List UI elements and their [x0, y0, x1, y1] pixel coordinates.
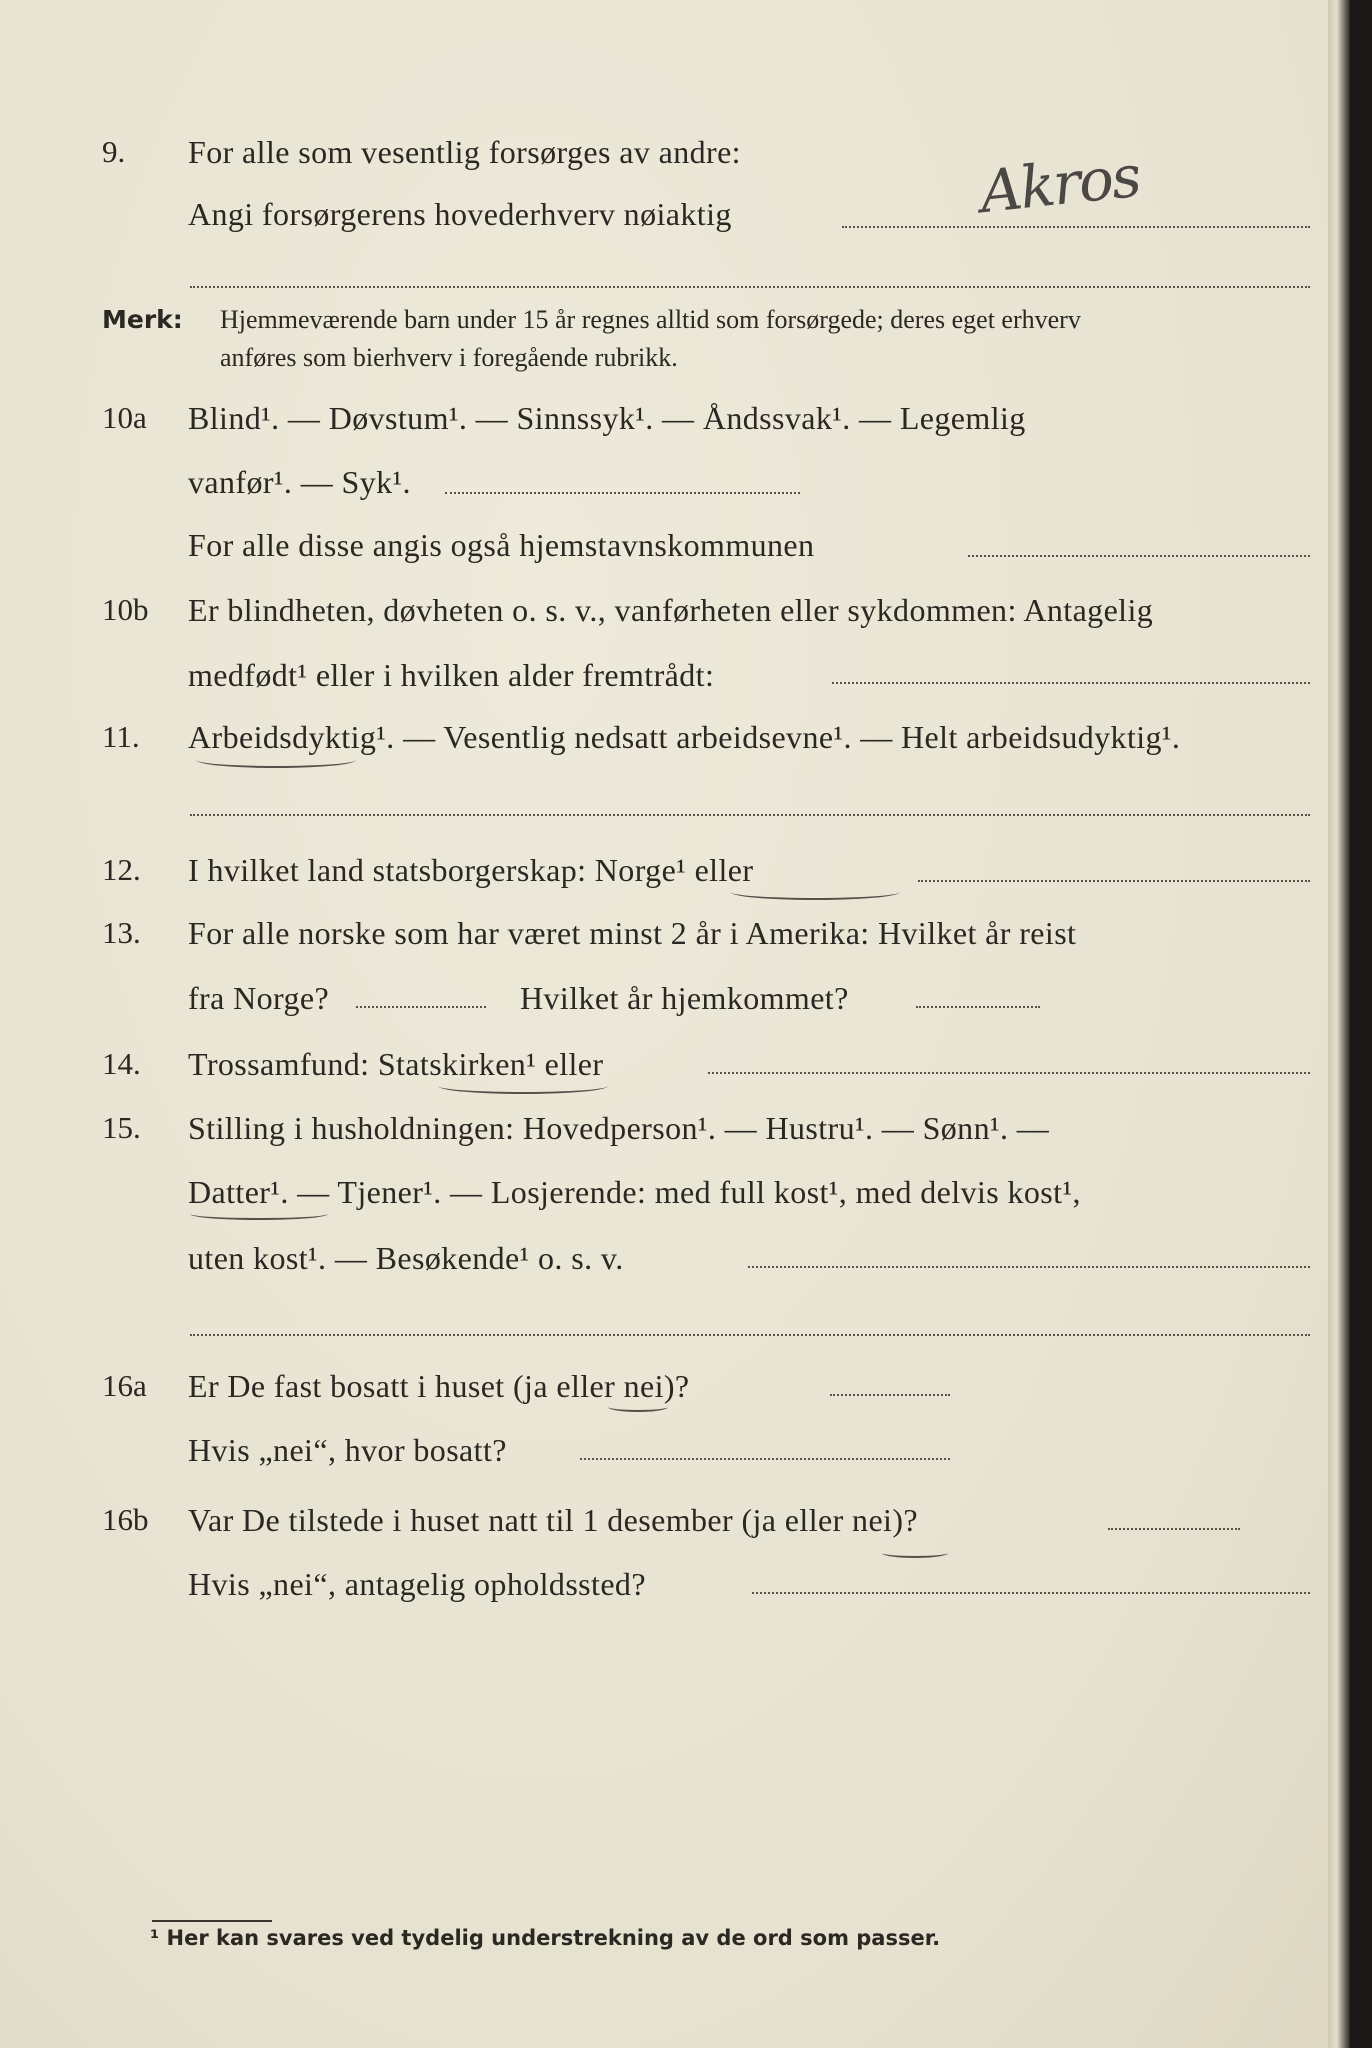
question-10a: [0, 388, 1350, 448]
merk-label: Merk:: [102, 305, 183, 334]
answer-line[interactable]: [830, 1394, 950, 1396]
answer-line[interactable]: [445, 492, 800, 494]
answer-line[interactable]: [916, 1006, 1040, 1008]
question-number: 9.: [102, 134, 126, 169]
question-text: I hvilket land statsborgerskap: Norge¹ eller: [188, 852, 754, 888]
question-text: Datter¹. — Tjener¹. — Losjerende: med full kost¹, med delvis kost¹,: [188, 1174, 1081, 1210]
question-text: Hvis „nei“, antagelig opholdssted?: [188, 1566, 646, 1602]
handwritten-underline: [730, 884, 900, 900]
question-text: Arbeidsdyktig¹. — Vesentlig nedsatt arbeidsevne¹. — Helt arbeidsudyktig¹.: [188, 719, 1181, 755]
answer-line[interactable]: [580, 1458, 950, 1460]
question-text: For alle norske som har været minst 2 år i Amerika: Hvilket år reist: [188, 915, 1077, 951]
merk-note-line2: anføres som bierhverv i foregående rubrikk.: [220, 343, 678, 372]
answer-line[interactable]: [190, 1334, 1310, 1336]
question-text: vanfør¹. — Syk¹.: [188, 464, 411, 500]
question-text: Er De fast bosatt i huset (ja eller nei)?: [188, 1368, 690, 1404]
answer-line[interactable]: [918, 880, 1310, 882]
question-10b: [0, 580, 1350, 640]
answer-line[interactable]: [832, 682, 1310, 684]
question-text: medfødt¹ eller i hvilken alder fremtrådt:: [188, 657, 715, 693]
handwritten-underline: [608, 1402, 668, 1412]
question-9-line2: [0, 184, 1350, 244]
question-number: 16a: [102, 1368, 147, 1403]
question-number: 10a: [102, 400, 147, 435]
question-number: 11.: [102, 719, 140, 754]
answer-line[interactable]: [752, 1592, 1310, 1594]
question-text: Var De tilstede i huset natt til 1 desember (ja eller nei)?: [188, 1502, 919, 1538]
answer-line[interactable]: [1108, 1528, 1240, 1530]
answer-line[interactable]: [356, 1006, 486, 1008]
question-16a: [0, 1356, 1350, 1416]
merk-note-line1: Hjemmeværende barn under 15 år regnes alltid som forsørgede; deres eget erhverv: [220, 305, 1081, 334]
question-text: Hvis „nei“, hvor bosatt?: [188, 1432, 507, 1468]
question-number: 16b: [102, 1502, 149, 1537]
question-text: Trossamfund: Statskirken¹ eller: [188, 1046, 604, 1082]
handwritten-underline: [190, 1208, 328, 1220]
question-text: Er blindheten, døvheten o. s. v., vanførheten eller sykdommen: Antagelig: [188, 592, 1154, 628]
question-13: [0, 903, 1350, 963]
question-text: Blind¹. — Døvstum¹. — Sinnssyk¹. — Åndssvak¹. — Legemlig: [188, 400, 1026, 436]
answer-line[interactable]: [968, 555, 1310, 557]
question-number: 13.: [102, 915, 141, 950]
question-16b-line2: [0, 1554, 1350, 1614]
footnote: ¹ Her kan svares ved tydelig understrekning av de ord som passer.: [150, 1926, 941, 1950]
answer-line[interactable]: [190, 286, 1310, 288]
question-16b: [0, 1490, 1350, 1550]
question-text: Angi forsørgerens hovederhverv nøiaktig: [188, 196, 732, 232]
handwritten-underline: [196, 752, 356, 768]
question-9: [0, 122, 1350, 182]
question-text: uten kost¹. — Besøkende¹ o. s. v.: [188, 1240, 624, 1276]
question-number: 14.: [102, 1046, 141, 1081]
question-number: 12.: [102, 852, 141, 887]
handwritten-underline: [438, 1078, 608, 1094]
answer-line[interactable]: [190, 814, 1310, 816]
question-10a-line2: [0, 452, 1350, 512]
question-12: [0, 840, 1350, 900]
question-16a-line2: [0, 1420, 1350, 1480]
question-15-line3: [0, 1228, 1350, 1288]
question-number: 10b: [102, 592, 149, 627]
question-text: For alle som vesentlig forsørges av andre:: [188, 134, 741, 170]
answer-line[interactable]: [842, 226, 1310, 228]
question-text: Hvilket år hjemkommet?: [520, 980, 849, 1016]
question-text: fra Norge?: [188, 980, 330, 1016]
footnote-rule: [152, 1920, 272, 1922]
answer-line[interactable]: [708, 1072, 1310, 1074]
question-10a-line3: [0, 515, 1350, 575]
question-number: 15.: [102, 1110, 141, 1145]
question-14: [0, 1034, 1350, 1094]
question-text: Stilling i husholdningen: Hovedperson¹. — Hustru¹. — Sønn¹. —: [188, 1110, 1050, 1146]
question-13-line2: [0, 968, 1350, 1028]
question-15: [0, 1098, 1350, 1158]
question-10b-line2: [0, 645, 1350, 705]
handwritten-signature: Akros: [976, 141, 1143, 227]
question-text: For alle disse angis også hjemstavnskommunen: [188, 527, 815, 563]
answer-line[interactable]: [748, 1266, 1310, 1268]
